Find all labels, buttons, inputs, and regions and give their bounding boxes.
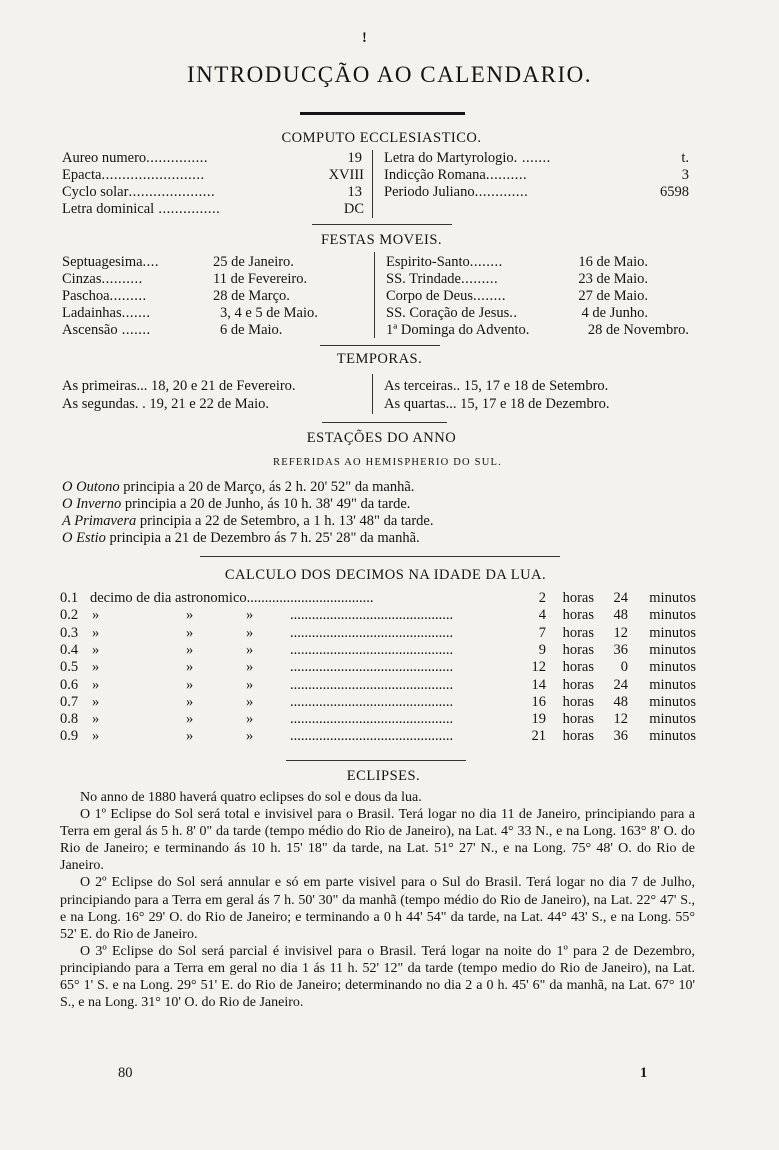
ditto-mark: »	[92, 624, 100, 641]
eclipse-paragraph: O 1º Eclipse do Sol será total e invisivel para o Brasil. Terá logar no dia 11 de Janeiro, principiando para a Terra em geral ás 5 h. 8' 0" da tarde (tempo médio do Rio de Janeiro), na Lat. 4° 33 N., e na Long. 163° 8' O. do Rio de Janeiro; e terminando ás 10 h. 15' 18" da tarde, na Lat. 51° 27' N., e na Long. 75° 48' O. do Rio de Janeiro.	[60, 807, 695, 874]
hours-word: horas	[562, 728, 594, 745]
leader-dots: .............................................	[290, 676, 454, 693]
decimal-value: 0.2	[60, 607, 79, 624]
leader-dots: .............................................	[290, 728, 454, 745]
ditto-mark: »	[186, 659, 194, 676]
ditto-mark: »	[246, 728, 254, 745]
minutes-word: minutos	[649, 624, 696, 641]
minutes-value: 36	[613, 728, 628, 745]
tempora-row: As primeiras... 18, 20 e 21 de Fevereiro.	[62, 378, 296, 394]
calculo-row	[60, 590, 696, 607]
season-line: O Inverno principia a 20 de Junho, ás 10 h. 38' 49" da tarde.	[62, 496, 411, 512]
computo-heading: COMPUTO ECCLESIASTICO.	[281, 130, 482, 146]
season-line: O Estio principia a 21 de Dezembro ás 7 h. 25' 28" da manhã.	[62, 530, 420, 546]
minutes-word: minutos	[649, 590, 696, 606]
festa-label: Paschoa.........	[62, 288, 147, 304]
computo-label: Letra do Martyrologio. .......	[384, 150, 551, 166]
hours-word: horas	[562, 676, 594, 693]
ditto-mark: »	[186, 693, 194, 710]
computo-label: Periodo Juliano.............	[384, 184, 529, 200]
minutes-word: minutos	[649, 676, 696, 693]
hours-word: horas	[562, 590, 594, 606]
calculo-row	[60, 694, 696, 711]
minutes-word: minutos	[649, 641, 696, 658]
festa-label: Espirito-Santo........	[386, 254, 503, 270]
ditto-mark: »	[186, 607, 194, 624]
page-title: INTRODUCÇÃO AO CALENDARIO.	[186, 62, 593, 87]
decimal-value: 0.8	[60, 711, 79, 728]
leader-dots: .............................................	[290, 641, 454, 658]
minutes-value: 36	[613, 641, 628, 658]
hours-word: horas	[562, 711, 594, 728]
decimal-value: 0.4	[60, 641, 79, 658]
decimal-label: decimo de dia astronomico...................................	[90, 590, 374, 606]
ditto-mark: »	[246, 676, 254, 693]
estacoes-heading: ESTAÇÕES DO ANNO	[306, 430, 457, 446]
computo-value: 19	[347, 150, 362, 166]
minutes-word: minutos	[649, 659, 696, 676]
eclipse-paragraph: O 3º Eclipse do Sol será parcial é invisivel para o Brasil. Terá logar na noite do 1º para 2 de Dezembro, principiando para a Terra em geral no dia 1 ás 11 h. 52' 12" da tarde (tempo medio do Rio de Janeiro), na Lat. 65° 1' S. e na Long. 29° 51' E. do Rio de Janeiro; determinando no dia 2 a 0 h. 45' 6" da manhã, na Lat. 67° 10' S., e na Long. 31° 10' O. do Rio de Janeiro.	[60, 943, 695, 1011]
decimal-value: 0.3	[60, 624, 79, 641]
hours-word: horas	[562, 624, 594, 641]
ditto-mark: »	[246, 607, 254, 624]
decimal-value: 0.7	[60, 693, 79, 710]
estacoes-subheading: REFERIDAS AO HEMISPHERIO DO SUL.	[273, 457, 502, 468]
leader-dots: .............................................	[290, 693, 454, 710]
festa-date: 11 de Fevereiro.	[213, 271, 308, 287]
section-rule	[312, 224, 452, 225]
hours-word: horas	[562, 659, 594, 676]
title-rule	[300, 112, 465, 115]
ditto-mark: »	[186, 728, 194, 745]
ditto-mark: »	[92, 659, 100, 676]
decimal-value: 0.9	[60, 728, 79, 745]
minutes-value: 12	[613, 711, 628, 728]
temporas-heading: TEMPORAS.	[336, 351, 423, 367]
hours-value: 19	[531, 711, 546, 728]
hours-value: 16	[531, 693, 546, 710]
minutes-word: minutos	[649, 711, 696, 728]
calculo-row	[60, 642, 696, 659]
computo-label: Epacta.........................	[62, 167, 205, 183]
festa-date: 6 de Maio.	[220, 322, 283, 338]
festa-date: 27 de Maio.	[578, 288, 648, 304]
festa-label: SS. Trindade.........	[386, 271, 499, 287]
computo-label: Indicção Romana..........	[384, 167, 528, 183]
decimal-value: 0.1	[60, 590, 79, 606]
decimal-value: 0.6	[60, 676, 79, 693]
festa-label: 1ª Dominga do Advento.	[386, 322, 530, 338]
leader-dots: .............................................	[290, 711, 454, 728]
computo-label: Aureo numero...............	[62, 150, 209, 166]
hours-value: 2	[538, 590, 546, 606]
ditto-mark: »	[246, 693, 254, 710]
ditto-mark: »	[246, 659, 254, 676]
festas-divider	[374, 252, 375, 338]
calculo-row	[60, 625, 696, 642]
minutes-word: minutos	[649, 693, 696, 710]
ditto-mark: »	[186, 711, 194, 728]
season-line: O Outono principia a 20 de Março, ás 2 h. 20' 52" da manhã.	[62, 479, 415, 495]
ditto-mark: »	[92, 641, 100, 658]
section-rule	[322, 422, 447, 423]
hours-value: 12	[531, 659, 546, 676]
festa-date: 4 de Junho.	[581, 305, 648, 321]
festa-date: 3, 4 e 5 de Maio.	[220, 305, 318, 321]
festa-date: 28 de Março.	[213, 288, 290, 304]
page-ornament: !	[362, 30, 367, 46]
calculo-row	[60, 711, 696, 728]
festa-date: 25 de Janeiro.	[213, 254, 294, 270]
computo-divider	[372, 150, 373, 218]
calculo-row	[60, 607, 696, 624]
festa-label: Ascensão .......	[62, 322, 151, 338]
ditto-mark: »	[246, 624, 254, 641]
decimal-value: 0.5	[60, 659, 79, 676]
minutes-value: 0	[620, 659, 628, 676]
minutes-value: 12	[613, 624, 628, 641]
festa-label: Septuagesima....	[62, 254, 160, 270]
eclipses-heading: ECLIPSES.	[346, 768, 421, 784]
tempora-row: As segundas. . 19, 21 e 22 de Maio.	[62, 396, 270, 412]
festa-date: 28 de Novembro.	[587, 322, 689, 338]
hours-value: 4	[538, 607, 546, 624]
calculo-row	[60, 677, 696, 694]
festas-heading: FESTAS MOVEIS.	[320, 232, 443, 248]
ditto-mark: »	[92, 676, 100, 693]
minutes-word: minutos	[649, 728, 696, 745]
ditto-mark: »	[92, 728, 100, 745]
section-rule	[320, 345, 440, 346]
computo-value: 3	[681, 167, 689, 183]
eclipse-paragraph: O 2º Eclipse do Sol será annular e só em parte visivel para o Sul do Brasil. Terá logar no dia 7 de Julho, principiando para a Terra em geral ás 7 h. 50' 30" da manhã (tempo médio do Rio de Janeiro), na Lat. 22° 47' S., e na Long. 16° 29' O. do Rio de Janeiro; e terminando a 0 h 44' 54" da tarde, na Lat. 44° 43' S., e na Long. 55° 52' E. do Rio de Janeiro.	[60, 875, 695, 942]
hours-value: 21	[531, 728, 546, 745]
leader-dots: .............................................	[290, 659, 454, 676]
ditto-mark: »	[186, 676, 194, 693]
hours-word: horas	[562, 607, 594, 624]
hours-value: 14	[531, 676, 546, 693]
minutes-value: 48	[613, 607, 628, 624]
page-number: 80	[118, 1065, 133, 1081]
computo-value: XVIII	[328, 167, 364, 183]
computo-label: Cyclo solar.....................	[62, 184, 216, 200]
minutes-value: 24	[613, 590, 628, 606]
festa-label: SS. Coração de Jesus..	[386, 305, 518, 321]
computo-value: 6598	[660, 184, 689, 200]
ditto-mark: »	[246, 711, 254, 728]
festa-label: Corpo de Deus........	[386, 288, 506, 304]
ditto-mark: »	[92, 693, 100, 710]
ditto-mark: »	[246, 641, 254, 658]
leader-dots: .............................................	[290, 624, 454, 641]
computo-value: DC	[343, 201, 364, 217]
signature-mark: 1	[640, 1065, 648, 1081]
ditto-mark: »	[92, 711, 100, 728]
calculo-heading: CALCULO DOS DECIMOS NA IDADE DA LUA.	[224, 567, 547, 583]
festa-label: Cinzas..........	[62, 271, 143, 287]
minutes-word: minutos	[649, 607, 696, 624]
leader-dots: .............................................	[290, 607, 454, 624]
ditto-mark: »	[92, 607, 100, 624]
section-rule	[200, 556, 560, 557]
computo-label: Letra dominical ...............	[62, 201, 221, 217]
tempora-row: As terceiras.. 15, 17 e 18 de Setembro.	[384, 378, 609, 394]
eclipses-text	[60, 789, 695, 1011]
hours-word: horas	[562, 693, 594, 710]
minutes-value: 24	[613, 676, 628, 693]
festa-date: 16 de Maio.	[578, 254, 648, 270]
ditto-mark: »	[186, 641, 194, 658]
section-rule	[286, 760, 466, 761]
festa-label: Ladainhas.......	[62, 305, 151, 321]
tempora-row: As quartas... 15, 17 e 18 de Dezembro.	[384, 396, 610, 412]
ditto-mark: »	[186, 624, 194, 641]
festa-date: 23 de Maio.	[578, 271, 648, 287]
hours-value: 7	[538, 624, 546, 641]
calculo-row	[60, 659, 696, 676]
temporas-divider	[372, 374, 373, 414]
computo-value: 13	[347, 184, 362, 200]
calculo-row	[60, 728, 696, 745]
eclipse-paragraph: No anno de 1880 haverá quatro eclipses do sol e dous da lua.	[80, 790, 422, 805]
computo-value: t.	[681, 150, 689, 166]
hours-value: 9	[538, 641, 546, 658]
minutes-value: 48	[613, 693, 628, 710]
hours-word: horas	[562, 641, 594, 658]
season-line: A Primavera principia a 22 de Setembro, a 1 h. 13' 48" da tarde.	[62, 513, 434, 529]
